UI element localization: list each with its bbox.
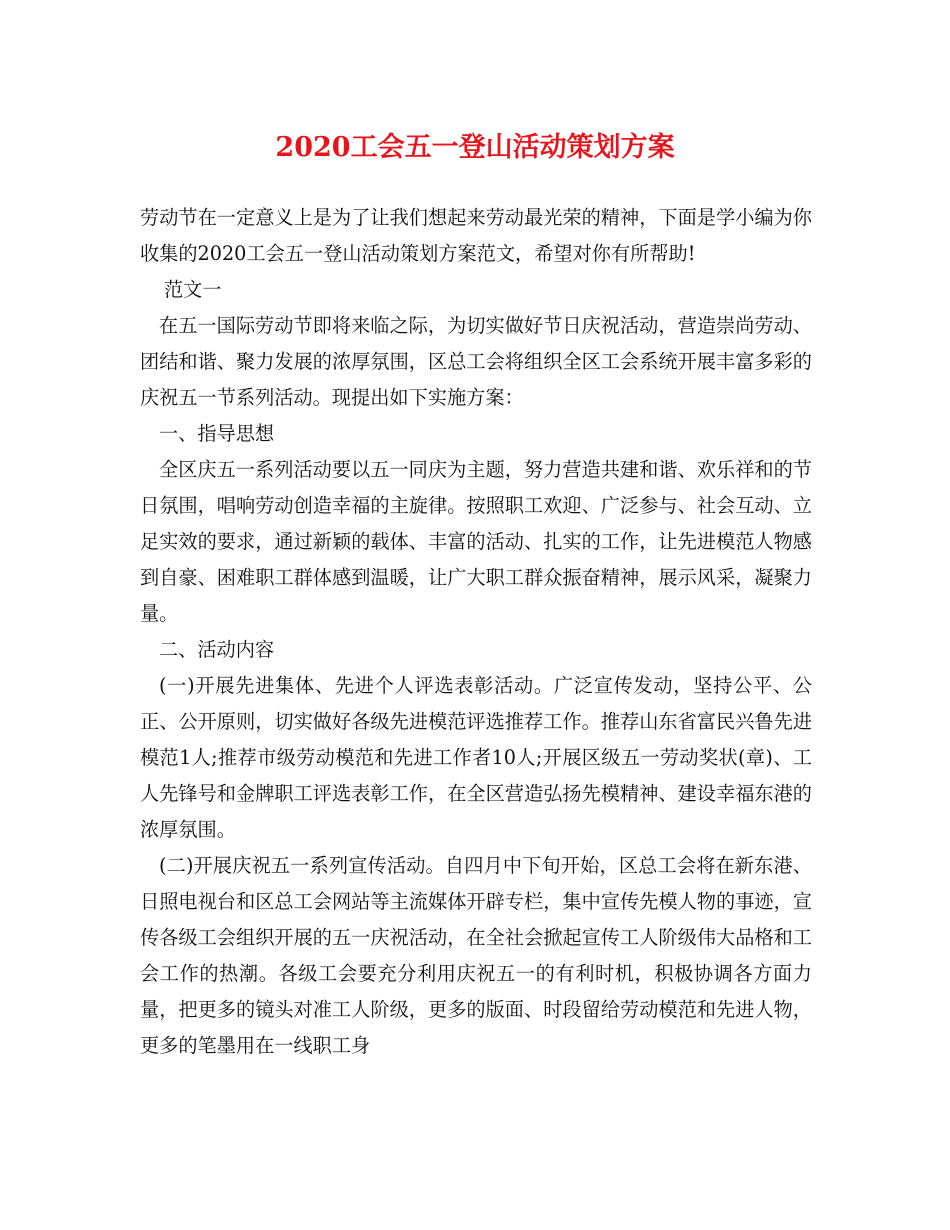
body-paragraph: 在五一国际劳动节即将来临之际，为切实做好节日庆祝活动，营造崇尚劳动、团结和谐、聚力发展的浓厚氛围，区总工会将组织全区工会系统开展丰富多彩的庆祝五一节系列活动。现提出如下实施方案： <box>140 314 812 409</box>
document-body <box>140 200 812 1064</box>
body-paragraph: 全区庆五一系列活动要以五一同庆为主题，努力营造共建和谐、欢乐祥和的节日氛围，唱响劳动创造幸福的主旋律。按照职工欢迎、广泛参与、社会互动、立足实效的要求，通过新颖的载体、丰富的活动、扎实的工作，让先进模范人物感到自豪、困难职工群体感到温暖，让广大职工群众振奋精神，展示风采，凝聚力量。 <box>140 458 812 625</box>
sample-heading: 范文一 <box>164 278 222 301</box>
body-paragraph: (二)开展庆祝五一系列宣传活动。自四月中下旬开始，区总工会将在新东港、日照电视台和区总工会网站等主流媒体开辟专栏，集中宣传先模人物的事迹，宣传各级工会组织开展的五一庆祝活动，在全社会掀起宣传工人阶级伟大品格和工会工作的热潮。各级工会要充分利用庆祝五一的有利时机，积极协调各方面力量，把更多的镜头对准工人阶级，更多的版面、时段留给劳动模范和先进人物，更多的笔墨用在一线职工身 <box>140 854 812 1057</box>
document-title: 2020工会五一登山活动策划方案 <box>275 132 675 163</box>
section-heading: 二、活动内容 <box>159 638 275 661</box>
intro-paragraph: 劳动节在一定意义上是为了让我们想起来劳动最光荣的精神，下面是学小编为你收集的2020工会五一登山活动策划方案范文，希望对你有所帮助! <box>140 206 812 265</box>
section-heading: 一、指导思想 <box>159 422 275 445</box>
body-paragraph: (一)开展先进集体、先进个人评选表彰活动。广泛宣传发动，坚持公平、公正、公开原则，切实做好各级先进模范评选推荐工作。推荐山东省富民兴鲁先进模范1人;推荐市级劳动模范和先进工作者10人;开展区级五一劳动奖状(章)、工人先锋号和金牌职工评选表彰工作，在全区营造弘扬先模精神、建设幸福东港的浓厚氛围。 <box>140 674 812 841</box>
